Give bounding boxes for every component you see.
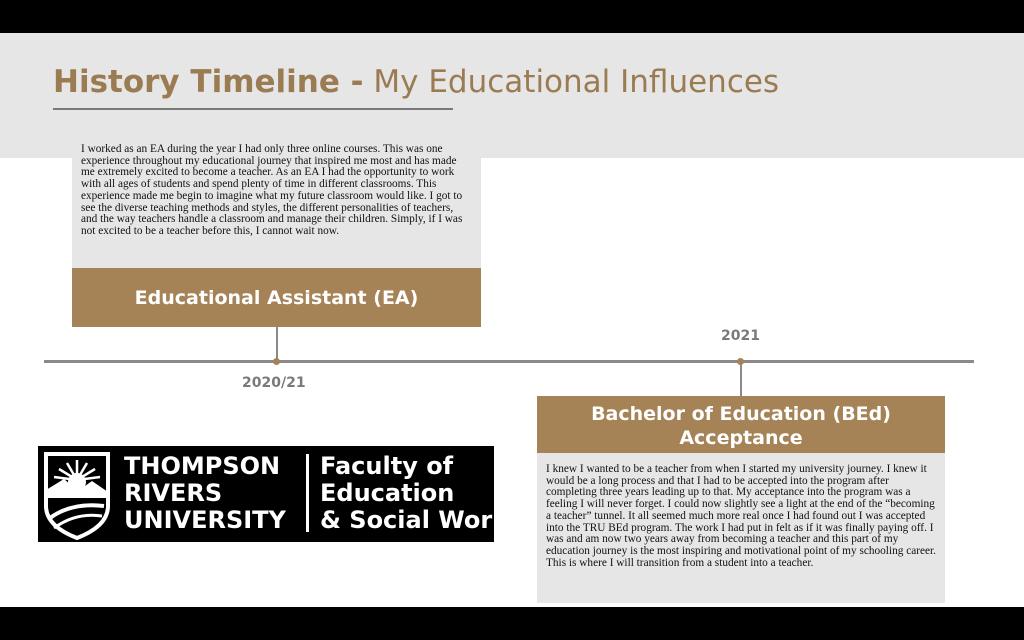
- sun-mountain-emblem-icon: [38, 446, 118, 542]
- slide: [0, 33, 1024, 607]
- bed-label: Bachelor of Education (BEd) Acceptance: [537, 396, 945, 455]
- title-underline: [53, 108, 453, 110]
- ea-description: I worked as an EA during the year I had only three online courses. This was one experience throughout my educational journey that inspired me most and has made me extremely excited to become a teacher. As an EA I had the opportunity to work with all ages of students and spend plenty of time in different classrooms. This experience made me begin to imagine what my future classroom would like. I got to see the diverse teaching methods and styles, the different personalities of teachers, and the way teachers handle a classroom and manage their children. Simply, if I was not excited to be a teacher before this, I cannot wait now.: [72, 136, 481, 268]
- title-bold: History Timeline -: [53, 64, 364, 100]
- faculty-name-line: & Social Work: [320, 506, 509, 534]
- letterbox-bottom: [0, 607, 1024, 640]
- timeline-connector-bed: [740, 362, 742, 396]
- logo-divider: [306, 454, 309, 532]
- title-regular: My Educational Influences: [373, 64, 780, 100]
- timeline-line: [44, 360, 974, 363]
- timeline-connector-ea: [276, 327, 278, 361]
- faculty-name-line: Faculty of: [320, 452, 454, 480]
- university-name: [124, 453, 286, 534]
- ea-label: Educational Assistant (EA): [72, 268, 481, 327]
- year-label-bed: 2021: [721, 328, 760, 344]
- timeline-marker-bed: [737, 358, 744, 365]
- timeline-marker-ea: [273, 358, 280, 365]
- faculty-name: [320, 453, 508, 534]
- tru-logo: [38, 446, 509, 542]
- university-name-line: RIVERS: [124, 479, 223, 507]
- university-name-line: THOMPSON: [124, 452, 281, 480]
- faculty-name-line: Education: [320, 479, 455, 507]
- university-name-line: UNIVERSITY: [124, 506, 286, 534]
- slide-title: [53, 64, 779, 100]
- year-label-ea: 2020/21: [242, 375, 306, 391]
- bed-description: I knew I wanted to be a teacher from when I started my university journey. I knew it would be a long process and that I had to be accepted into the program after completing three years leading up to that. My acceptance into the program was a feeling I will never forget. I could now slightly see a light at the end of the “becoming a teacher” tunnel. It all seemed much more real once I had found out I was accepted into the TRU BEd program. The work I had put in felt as if it was finally paying off. I was and am now two years away from becoming a teacher and this part of my education journey is the most inspiring and motivational point of my schooling career. This is where I will transition from a student into a teacher.: [537, 453, 945, 603]
